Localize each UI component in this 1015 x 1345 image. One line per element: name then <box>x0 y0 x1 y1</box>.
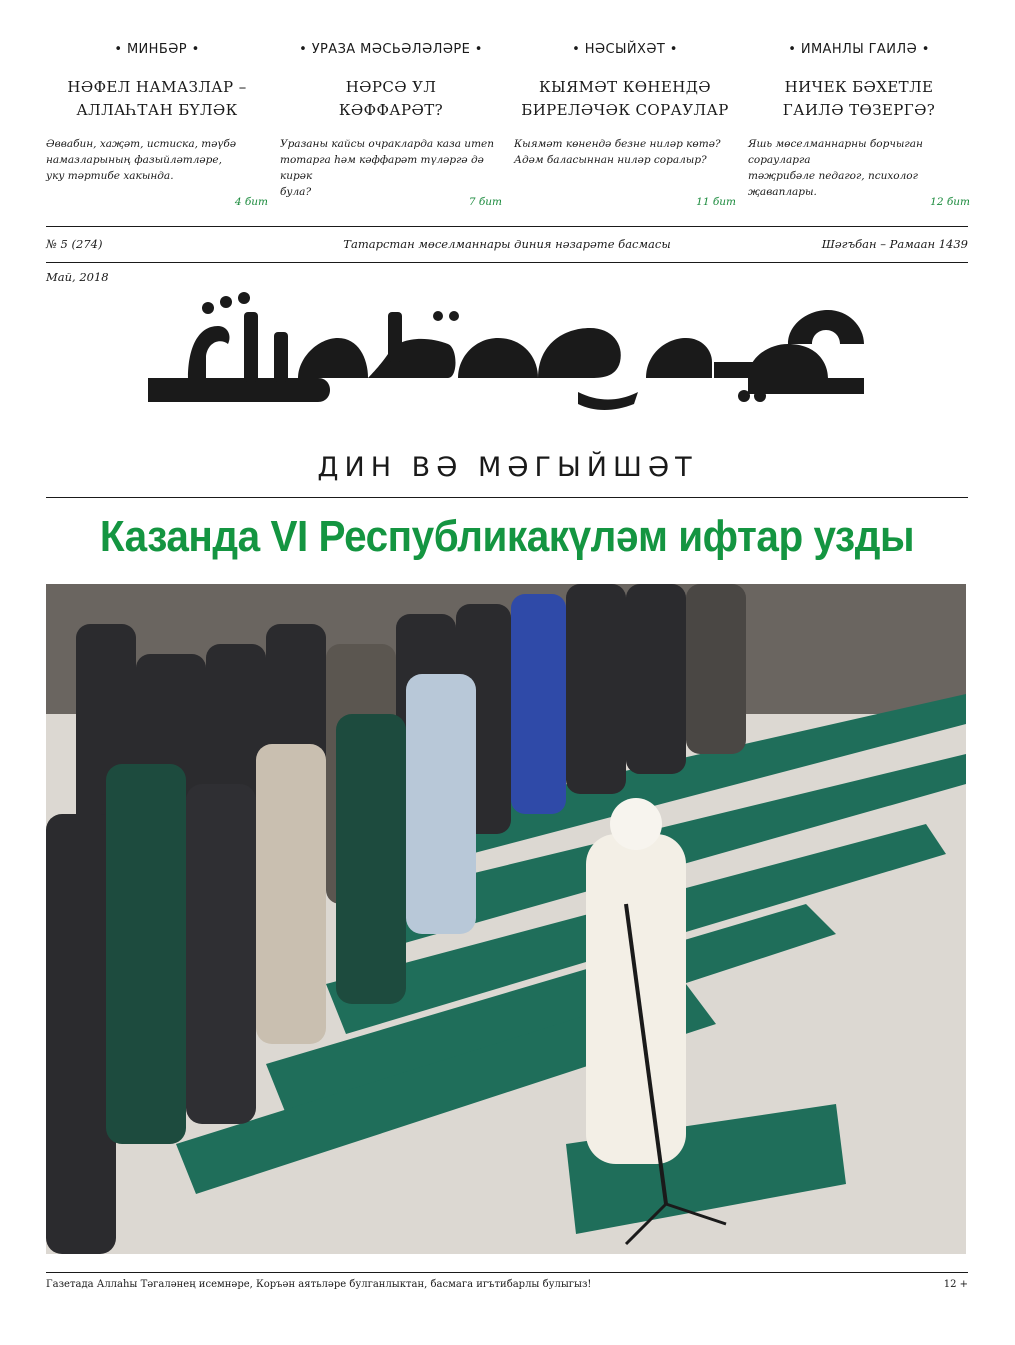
teaser-headline <box>280 76 502 122</box>
teaser-rubric: • ИМАНЛЫ ГАИЛӘ • <box>788 42 930 57</box>
hijri-date: Шәгъбан – Рамаан 1439 <box>821 237 968 251</box>
teaser-headline <box>514 76 736 122</box>
teaser-uraza[interactable] <box>280 40 502 210</box>
teaser-lede <box>280 136 502 198</box>
teaser-lede-line: Адәм баласыннан ниләр соралыр? <box>514 154 707 166</box>
teaser-nasyihat[interactable] <box>514 40 736 210</box>
divider-masthead <box>46 262 968 263</box>
teaser-page-ref[interactable]: 4 бит <box>234 196 268 208</box>
teaser-headline-line: ГАИЛӘ ТӨЗЕРГӘ? <box>782 101 936 119</box>
teaser-headline-line: НИЧЕК БӘХЕТЛЕ <box>784 78 934 96</box>
teaser-lede-line: тотарга һәм кәффарәт түләргә дә кирәк <box>280 154 484 182</box>
teaser-page-ref[interactable]: 11 бит <box>696 196 736 208</box>
teaser-rubric: • НӘСЫЙХӘТ • <box>572 42 678 57</box>
teaser-page-ref[interactable]: 12 бит <box>930 196 970 208</box>
teaser-headline <box>748 76 970 122</box>
teaser-lede-line: була? <box>280 186 312 198</box>
teaser-headline-line: КЫЯМӘТ КӨНЕНДӘ <box>538 78 712 96</box>
teaser-lede-line: тәҗрибәле педагог, психолог җаваплары. <box>748 170 918 198</box>
divider-footer <box>46 1272 968 1273</box>
teaser-strip <box>46 40 968 210</box>
teaser-headline <box>46 76 268 122</box>
issue-number: № 5 (274) <box>46 237 103 251</box>
teaser-rubric: • МИНБӘР • <box>114 42 200 57</box>
teaser-lede <box>514 136 736 188</box>
masthead-title: ДИН ВӘ МӘГЫЙШӘТ <box>317 452 698 483</box>
teaser-rubric: • УРАЗА МӘСЬӘЛӘЛӘРЕ • <box>299 42 483 57</box>
teaser-headline-line: НӘРСӘ УЛ <box>345 78 437 96</box>
teaser-lede-line: Әввабин, хаҗәт, истиска, тәүбә <box>46 138 237 150</box>
age-rating: 12 + <box>943 1279 968 1290</box>
teaser-lede-line: уку тәртибе хакында. <box>46 170 174 182</box>
publisher-motto: Татарстан мөселманнары диния нәзарәте басмасы <box>343 237 671 251</box>
issue-date: Май, 2018 <box>46 270 109 284</box>
teaser-lede-line: Кыямәт көнендә безнe ниләр көтә? <box>514 138 721 150</box>
divider-top <box>46 226 968 227</box>
cover-photo <box>46 584 966 1254</box>
teaser-headline-line: КӘФФАРӘТ? <box>338 101 444 119</box>
main-headline[interactable]: Казанда VI Республикакүләм ифтар узды <box>99 512 915 561</box>
teaser-headline-line: БИРЕЛӘЧӘК СОРАУЛАР <box>521 101 729 119</box>
divider-headline <box>46 497 968 498</box>
teaser-minbar[interactable] <box>46 40 268 210</box>
teaser-headline-line: НӘФЕЛ НАМАЗЛАР – <box>67 78 247 96</box>
teaser-page-ref[interactable]: 7 бит <box>468 196 502 208</box>
respect-notice: Газетада Аллаһы Тәгаләнең исемнәре, Коръән аятьләре булганлыктан, басмага игътибарлы булыгыз! <box>46 1279 592 1290</box>
teaser-lede <box>46 136 268 188</box>
logo-calligraphy <box>148 292 864 410</box>
masthead-info-row <box>46 236 968 252</box>
teaser-lede-line: намазларының фазыйләтләре, <box>46 154 222 166</box>
footer <box>46 1278 968 1292</box>
teaser-lede-line: Уразаны кайсы очракларда каза итеп <box>280 138 494 150</box>
teaser-lede-line: Яшь мөселманнарны борчыган сорауларга <box>748 138 923 166</box>
teaser-imanly-gaile[interactable] <box>748 40 970 210</box>
teaser-lede <box>748 136 970 198</box>
masthead-logo <box>148 292 864 412</box>
teaser-headline-line: АЛЛАҺТАН БҮЛӘК <box>76 101 238 119</box>
